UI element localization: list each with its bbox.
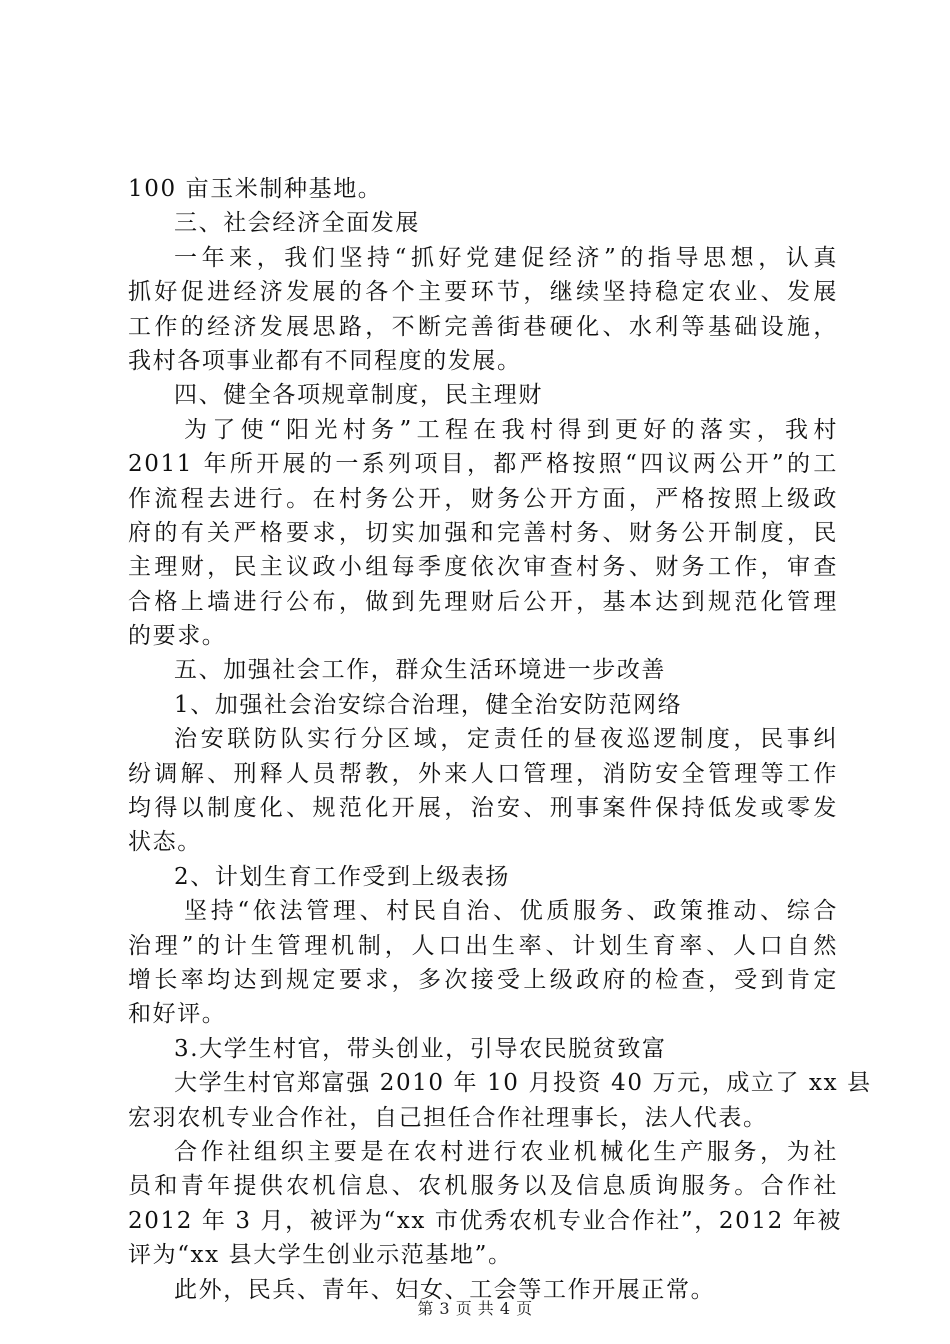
text-line: 均得以制度化、规范化开展，治安、刑事案件保持低发或零发 bbox=[128, 795, 838, 822]
text-line: 合作社组织主要是在农村进行农业机械化生产服务，为社 bbox=[174, 1138, 838, 1165]
text-line: 坚持“依法管理、村民自治、优质服务、政策推动、综合 bbox=[184, 898, 838, 925]
text-line: 此外，民兵、青年、妇女、工会等工作开展正常。 bbox=[174, 1276, 716, 1303]
text-line: 员和青年提供农机信息、农机服务以及信息质询服务。合作社 bbox=[128, 1173, 838, 1200]
text-line: 纷调解、刑释人员帮教，外来人口管理，消防安全管理等工作 bbox=[128, 760, 838, 787]
text-line: 我村各项事业都有不同程度的发展。 bbox=[128, 347, 522, 374]
text-line: 2012 年 3 月，被评为“xx 市优秀农机专业合作社”，2012 年被 bbox=[128, 1207, 842, 1234]
text-line: 宏羽农机专业合作社，自己担任合作社理事长，法人代表。 bbox=[128, 1104, 768, 1131]
text-line: 大学生村官郑富强 2010 年 10 月投资 40 万元，成立了 xx 县 bbox=[174, 1070, 872, 1097]
text-line: 3.大学生村官，带头创业，引导农民脱贫致富 bbox=[174, 1035, 667, 1062]
text-line: 治理”的计生管理机制，人口出生率、计划生育率、人口自然 bbox=[128, 932, 838, 959]
text-line: 五、加强社会工作，群众生活环境进一步改善 bbox=[174, 657, 666, 684]
text-line: 增长率均达到规定要求，多次接受上级政府的检查，受到肯定 bbox=[128, 966, 838, 993]
text-line: 四、健全各项规章制度，民主理财 bbox=[174, 382, 543, 409]
text-line: 和好评。 bbox=[128, 1001, 227, 1028]
text-line: 治安联防队实行分区域，定责任的昼夜巡逻制度，民事纠 bbox=[174, 726, 838, 753]
text-line: 为了使“阳光村务”工程在我村得到更好的落实，我村 bbox=[184, 416, 838, 443]
text-line: 主理财，民主议政小组每季度依次审查村务、财务工作，审查 bbox=[128, 554, 838, 581]
text-line: 2、计划生育工作受到上级表扬 bbox=[174, 863, 511, 890]
text-line: 抓好促进经济发展的各个主要环节，继续坚持稳定农业、发展 bbox=[128, 279, 838, 306]
text-line: 2011 年所开展的一系列项目，都严格按照“四议两公开”的工 bbox=[128, 451, 838, 478]
text-line: 评为“xx 县大学生创业示范基地”。 bbox=[128, 1242, 513, 1269]
text-line: 的要求。 bbox=[128, 623, 227, 650]
document-body bbox=[128, 172, 872, 1307]
text-line: 合格上墙进行公布，做到先理财后公开，基本达到规范化管理 bbox=[128, 588, 838, 615]
text-line: 100 亩玉米制种基地。 bbox=[128, 176, 383, 202]
text-line: 三、社会经济全面发展 bbox=[174, 210, 420, 237]
text-line: 状态。 bbox=[128, 829, 202, 856]
text-line: 一年来，我们坚持“抓好党建促经济”的指导思想，认真 bbox=[174, 244, 838, 271]
page-footer: 第 3 页 共 4 页 bbox=[417, 1299, 533, 1318]
text-line: 府的有关严格要求，切实加强和完善村务、财务公开制度，民 bbox=[128, 519, 838, 546]
text-line: 1、加强社会治安综合治理，健全治安防范网络 bbox=[174, 691, 683, 718]
text-line: 工作的经济发展思路，不断完善街巷硬化、水利等基础设施， bbox=[128, 313, 838, 340]
text-line: 作流程去进行。在村务公开，财务公开方面，严格按照上级政 bbox=[128, 485, 838, 512]
